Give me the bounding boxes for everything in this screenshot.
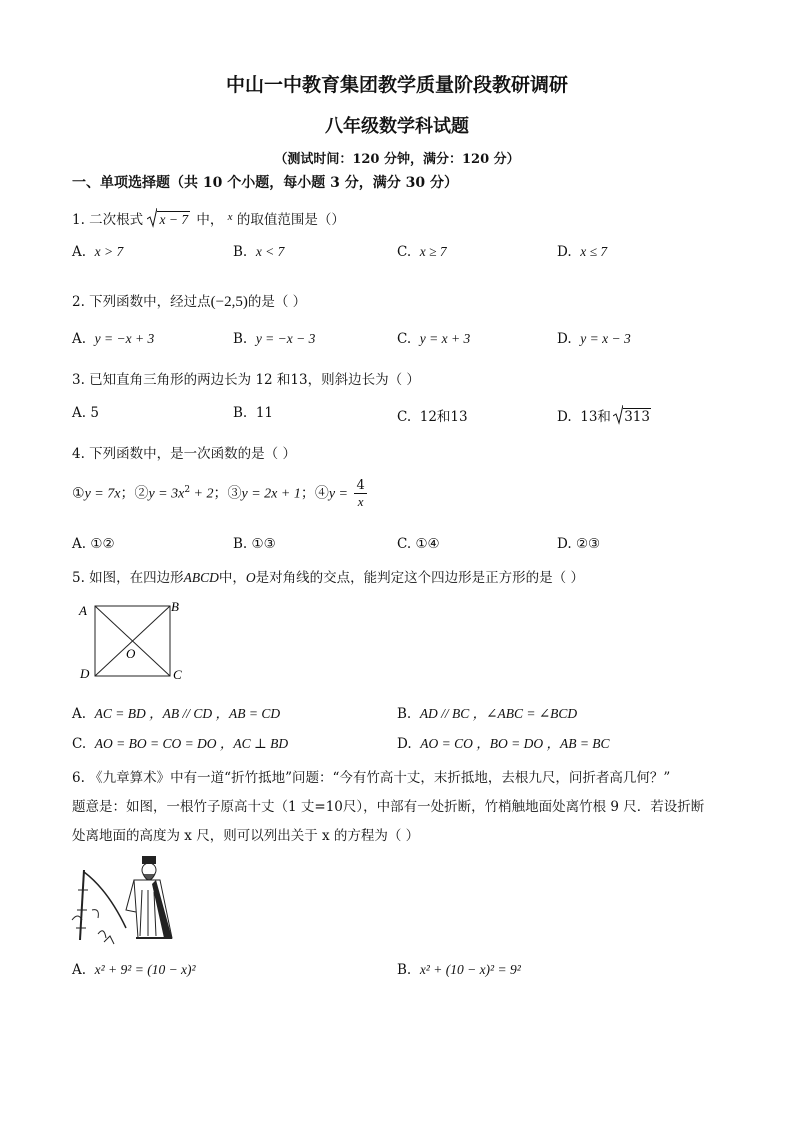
q2-option-d[interactable]: D. y = x − 3 [557, 331, 631, 347]
bamboo-scholar-illustration [68, 850, 180, 950]
question-6-line-3: 处离地面的高度为 x 尺，则可以列出关于 x 的方程为（ ） [72, 828, 420, 844]
radical-sign [613, 405, 623, 425]
question-6-line-2: 题意是：如图，一根竹子原高十丈（1 丈=10尺），中部有一处折断，竹梢触地面处离竹根 9 尺．若设折断 [72, 799, 705, 815]
q5-option-d[interactable]: D. AO = CO ，BO = DO ，AB = BC [397, 736, 610, 752]
q3-option-c[interactable]: C. 12和13 [397, 409, 468, 425]
quadrilateral-figure [74, 596, 194, 686]
q2-option-a[interactable]: A. y = −x + 3 [72, 331, 155, 347]
q6-option-a[interactable]: A. x² + 9² = (10 − x)² [72, 962, 196, 978]
center-label-o: O [126, 646, 136, 661]
exam-info: （测试时间：120 分钟，满分：120 分） [274, 152, 520, 167]
q5-option-a[interactable]: A. AC = BD ，AB // CD ，AB = CD [72, 706, 281, 722]
q2-option-b[interactable]: B. y = −x − 3 [233, 331, 316, 347]
q4-option-a[interactable]: A. ①② [72, 536, 115, 552]
sqrt-expression: x − 7 [149, 212, 190, 228]
question-6-line-1: 6. 《九章算术》中有一道“折竹抵地”问题：“今有竹高十丈，末折抵地，去根九尺，问折者高几何？” [72, 770, 671, 786]
question-5-stem: 5. 如图，在四边形ABCD中，O是对角线的交点，能判定这个四边形是正方形的是（ ） [72, 570, 584, 586]
vertex-label-d: D [80, 666, 90, 681]
q3-option-a[interactable]: A. 5 [72, 405, 99, 421]
question-4-stem: 4. 下列函数中，是一次函数的是（ ） [72, 446, 296, 462]
fraction: $\frac{4}{x}$ [356, 478, 365, 509]
q1-option-a[interactable]: A. x > 7 [72, 244, 124, 260]
q6-option-b[interactable]: B. x² + (10 − x)² = 9² [397, 962, 521, 978]
q3-option-d[interactable]: D. 13和 313 [557, 405, 651, 425]
question-1-stem: 1. 二次根式 x − 7 中， $^x$ 的取值范围是（） [72, 208, 345, 228]
exam-subtitle: 八年级数学科试题 [325, 116, 469, 137]
vertex-label-b: B [171, 599, 179, 614]
sqrt-expression: 313 [615, 409, 651, 425]
q4-option-d[interactable]: D. ②③ [557, 536, 601, 552]
vertex-label-a: A [79, 603, 87, 618]
q5-option-c[interactable]: C. AO = BO = CO = DO ，AC ⊥ BD [72, 736, 289, 752]
q3-option-b[interactable]: B. 11 [233, 405, 273, 421]
q1-option-d[interactable]: D. x ≤ 7 [557, 244, 608, 260]
q5-option-b[interactable]: B. AD // BC ，∠ABC = ∠BCD [397, 706, 578, 722]
section-heading: 一、单项选择题（共 10 个小题，每小题 3 分，满分 30 分） [72, 175, 458, 191]
exam-title: 中山一中教育集团教学质量阶段教研调研 [225, 74, 568, 96]
q1-option-b[interactable]: B. x < 7 [233, 244, 285, 260]
vertex-label-c: C [173, 667, 182, 682]
q1-option-c[interactable]: C. x ≥ 7 [397, 244, 447, 260]
question-3-stem: 3. 已知直角三角形的两边长为 12 和13，则斜边长为（ ） [72, 372, 420, 388]
question-4-function-list: ①y = 7x；②y = $3x^2 + 2$；③y = 2x + 1；④y = $\frac{4}{x}$ [72, 478, 365, 509]
q2-option-c[interactable]: C. y = x + 3 [397, 331, 471, 347]
question-2-stem: 2. 下列函数中，经过点(−2,5)的是（ ） [72, 294, 307, 310]
q4-option-b[interactable]: B. ①③ [233, 536, 276, 552]
q4-option-c[interactable]: C. ①④ [397, 536, 440, 552]
radical-sign [147, 208, 157, 228]
